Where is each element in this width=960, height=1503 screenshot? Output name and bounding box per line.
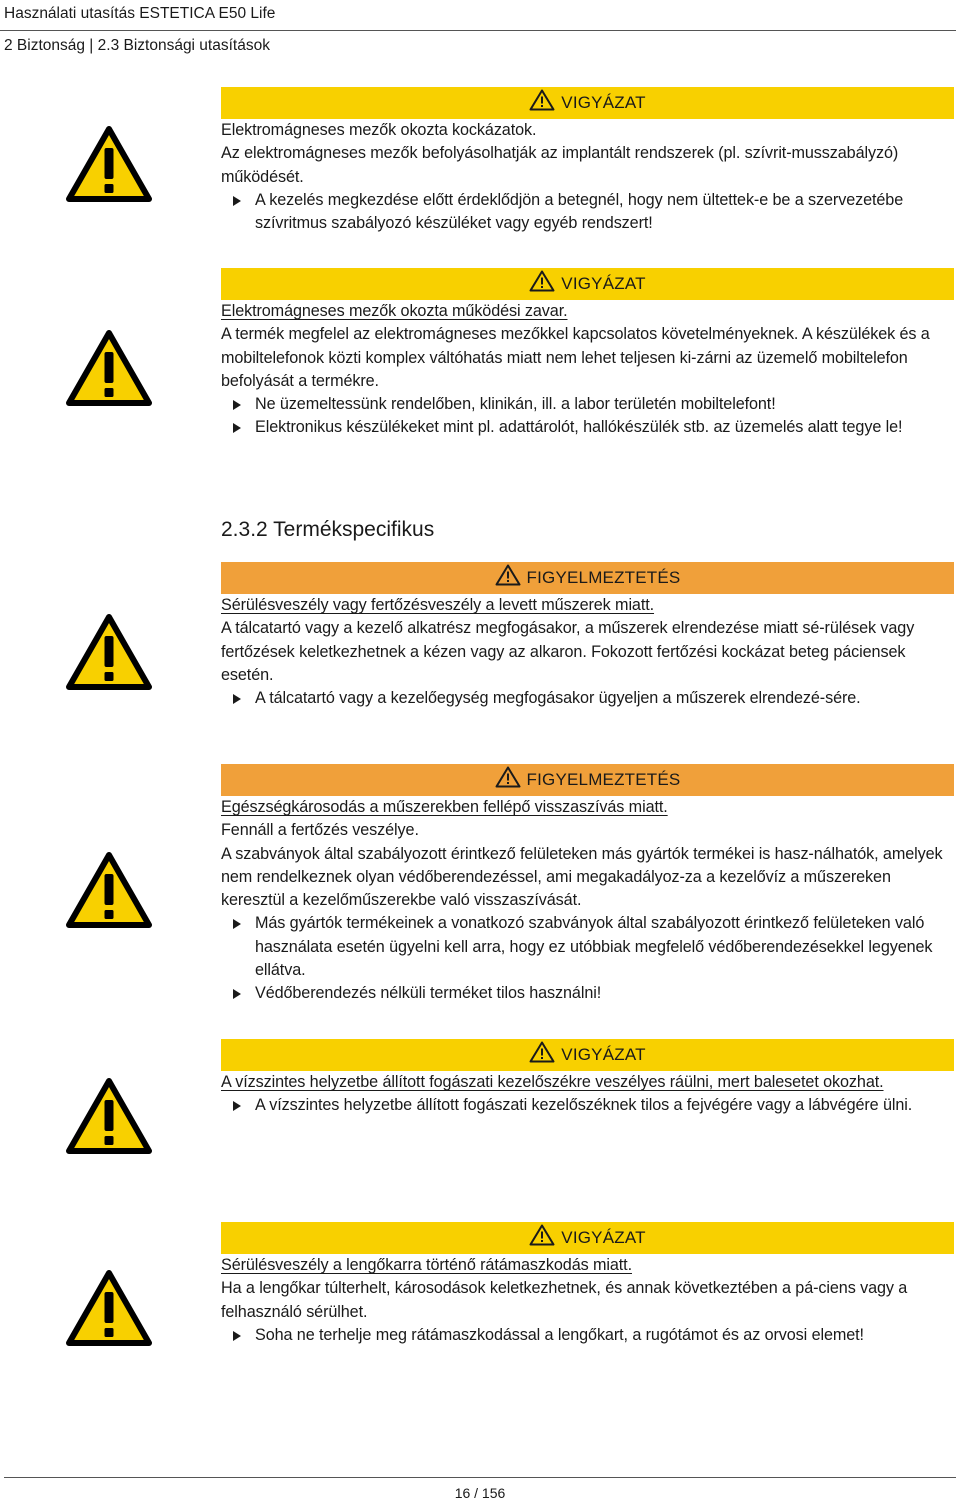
warning-banner — [221, 562, 954, 594]
notice-paragraph: Fennáll a fertőzés veszélye. — [221, 821, 419, 840]
breadcrumb: 2 Biztonság | 2.3 Biztonsági utasítások — [4, 37, 270, 54]
warning-triangle-icon — [495, 766, 521, 788]
instruction-bullet: A kezelés megkezdése előtt érdeklődjön a betegnél, hogy nem ültettek-e be a szervezetébe szívritmus szabályozó készüléket vagy egyéb rendszert! — [221, 189, 954, 236]
warning-sign-icon — [66, 614, 152, 690]
hazard-statement: Elektromágneses mezők okozta működési zavar. — [221, 302, 568, 320]
hazard-statement: A vízszintes helyzetbe állított fogászati kezelőszékre veszélyes ráülni, mert balesetet okozhat. — [221, 1073, 884, 1091]
notice-paragraph: A tálcatartó vagy a kezelő alkatrész megfogásakor, a műszerek elrendezése miatt sé-rülések vagy fertőzések keletkezhetnek a kézen vagy az alkaron. Fokozott fertőzési kockázat beteg páciensek esetén. — [221, 619, 915, 684]
caution-banner — [221, 87, 954, 119]
warning-sign-icon — [66, 1078, 152, 1154]
caution-banner — [221, 1039, 954, 1071]
notice-paragraph: A szabványok által szabályozott érintkező felületeken más gyártók termékei is hasz-nálhatók, amelyek nem rendelkeznek olyan védőberendezéssel, ami megakadályoz-za a kezelővíz a műszereken keresztül a kezelőműszerekbe való visszaszívását. — [221, 844, 943, 910]
header-divider — [0, 30, 956, 31]
document-title: Használati utasítás ESTETICA E50 Life — [4, 5, 276, 22]
warning-triangle-icon — [529, 1224, 555, 1246]
banner-label: VIGYÁZAT — [561, 1045, 646, 1064]
instruction-bullet: Soha ne terhelje meg rátámaszkodással a lengőkart, a rugótámot és az orvosi elemet! — [221, 1324, 954, 1347]
instruction-bullet: Elektronikus készülékeket mint pl. adattárolót, hallókészülék stb. az üzemelés alatt tegye le! — [221, 416, 954, 439]
warning-sign-icon — [66, 852, 152, 928]
banner-label: VIGYÁZAT — [561, 93, 646, 112]
warning-triangle-icon — [495, 564, 521, 586]
warning-banner — [221, 764, 954, 796]
instruction-bullet: Ne üzemeltessünk rendelőben, klinikán, ill. a labor területén mobiltelefont! — [221, 393, 954, 416]
warning-triangle-icon — [529, 270, 555, 292]
notice-paragraph: Az elektromágneses mezők befolyásolhatják az implantált rendszerek (pl. szívrit-musszabályzó) működését. — [221, 144, 899, 186]
warning-sign-icon — [66, 330, 152, 406]
section-heading: 2.3.2 Termékspecifikus — [221, 518, 435, 541]
banner-label: FIGYELMEZTETÉS — [526, 770, 681, 789]
page-number: 16 / 156 — [454, 1485, 506, 1501]
instruction-bullet: A tálcatartó vagy a kezelőegység megfogásakor ügyeljen a műszerek elrendezé-sére. — [221, 687, 954, 710]
hazard-statement: Sérülésveszély a lengőkarra történő rátámaszkodás miatt. — [221, 1256, 632, 1274]
instruction-bullet: A vízszintes helyzetbe állított fogászati kezelőszéknek tilos a fejvégére vagy a lábvégére ülni. — [221, 1094, 954, 1117]
hazard-statement: Sérülésveszély vagy fertőzésveszély a levett műszerek miatt. — [221, 596, 655, 614]
warning-triangle-icon — [529, 1041, 555, 1063]
banner-label: FIGYELMEZTETÉS — [526, 568, 681, 587]
warning-sign-icon — [66, 1270, 152, 1346]
notice-paragraph: A termék megfelel az elektromágneses mezőkkel kapcsolatos követelményeknek. A készülékek és a mobiltelefonok közti komplex váltóhatás miatt nem lehet teljesen ki-zárni az üzemelő mobiltelefon befolyását a termékre. — [221, 325, 930, 390]
warning-sign-icon — [66, 126, 152, 202]
caution-banner — [221, 268, 954, 300]
hazard-statement: Egészségkárosodás a műszerekben fellépő visszaszívás miatt. — [221, 798, 668, 816]
banner-label: VIGYÁZAT — [561, 274, 646, 293]
notice-paragraph: Ha a lengőkar túlterhelt, károsodások keletkezhetnek, és annak következtében a pá-ciens vagy a felhasználó sérülhet. — [221, 1279, 908, 1321]
instruction-bullet: Más gyártók termékeinek a vonatkozó szabványok által szabályozott érintkező felületeken való használata esetén ügyelni kell arra, hogy ez utóbbiak megfelelő védőberendezésekkel legyenek ellátva. — [221, 912, 954, 982]
caution-banner — [221, 1222, 954, 1254]
banner-label: VIGYÁZAT — [561, 1228, 646, 1247]
instruction-bullet: Védőberendezés nélküli terméket tilos használni! — [221, 982, 954, 1005]
warning-triangle-icon — [529, 89, 555, 111]
footer-divider — [4, 1477, 956, 1478]
hazard-statement: Elektromágneses mezők okozta kockázatok. — [221, 121, 537, 139]
